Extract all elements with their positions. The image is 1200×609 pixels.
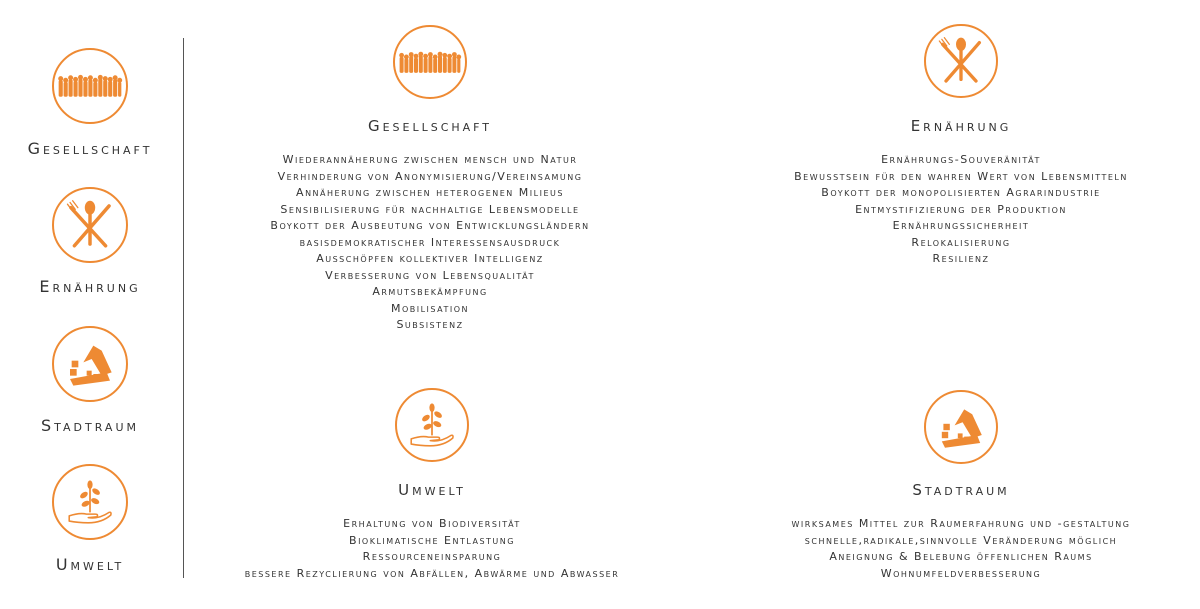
urban-space-icon	[65, 339, 115, 389]
sidebar-gesellschaft-icon-circle[interactable]	[52, 48, 128, 124]
umwelt-icon-circle	[395, 388, 469, 462]
list-item: Entmystifizierung der Produktion	[855, 202, 1067, 216]
list-item: Ernährungssicherheit	[892, 219, 1030, 232]
sidebar-label-ernaehrung: Ernährung	[39, 277, 141, 296]
sidebar-ernaehrung-icon-circle[interactable]	[52, 187, 128, 263]
list-item: Subsistenz	[396, 318, 464, 331]
list-item: Relokalisierung	[911, 235, 1011, 249]
list-item: Wiederannäherung zwischen mensch und Natur	[282, 153, 578, 166]
sidebar-label-stadtraum: Stadtraum	[41, 416, 139, 435]
sidebar-umwelt-icon-circle[interactable]	[52, 464, 128, 540]
list-item: schnelle,radikale,sinnvolle Veränderung möglich	[804, 533, 1118, 547]
vertical-divider	[183, 38, 184, 578]
umwelt-list	[196, 516, 668, 582]
list-item: Armutsbekämpfung	[372, 285, 488, 298]
list-item: Boykott der Ausbeutung von Entwicklungsländern	[270, 219, 590, 232]
stadtraum-list	[731, 516, 1191, 582]
plant-in-hand-icon	[406, 399, 458, 451]
list-item: bessere Rezyclierung von Abfällen, Abwärme und Abwasser	[244, 566, 620, 580]
gesellschaft-list	[200, 152, 660, 334]
list-item: Aneignung & Belebung öffenlichen Raums	[829, 550, 1093, 563]
list-item: basisdemokratischer Interessensausdruck	[299, 235, 561, 249]
list-item: Verhinderung von Anonymisierung/Vereinsamung	[277, 169, 583, 183]
list-item: Ernährungs-Souveränität	[881, 153, 1041, 166]
plant-in-hand-icon	[64, 476, 116, 528]
list-item: Erhaltung von Biodiversität	[343, 517, 521, 530]
sidebar-label-umwelt: Umwelt	[55, 555, 125, 574]
list-item: Ausschöpfen kollektiver Intelligenz	[316, 252, 544, 265]
sidebar-stadtraum-icon-circle[interactable]	[52, 326, 128, 402]
section-title-ernaehrung: Ernährung	[910, 117, 1012, 135]
stadtraum-icon-circle	[924, 390, 998, 464]
urban-space-icon	[937, 403, 985, 451]
list-item: Ressourceneinsparung	[362, 550, 502, 563]
crowd-icon	[398, 50, 462, 75]
crowd-icon	[57, 73, 123, 99]
cutlery-icon	[64, 199, 116, 251]
section-title-umwelt: Umwelt	[398, 481, 466, 499]
list-item: Boykott der monopolisierten Agrarindustrie	[821, 186, 1101, 199]
list-item: Resilienz	[932, 252, 990, 265]
gesellschaft-icon-circle	[393, 25, 467, 99]
list-item: Bewusstsein für den wahren Wert von Lebensmitteln	[794, 169, 1128, 183]
cutlery-icon	[936, 36, 986, 86]
list-item: Sensibilisierung für nachhaltige Lebensmodelle	[280, 202, 580, 216]
sidebar-label-gesellschaft: Gesellschaft	[27, 139, 153, 158]
section-title-stadtraum: Stadtraum	[912, 481, 1010, 499]
ernaehrung-icon-circle	[924, 24, 998, 98]
list-item: Annäherung zwischen heterogenen Milieus	[296, 186, 564, 199]
section-title-gesellschaft: Gesellschaft	[367, 117, 493, 135]
list-item: Wohnumfeldverbesserung	[880, 566, 1042, 580]
list-item: Bioklimatische Entlastung	[349, 533, 515, 547]
list-item: wirksames Mittel zur Raumerfahrung und -gestaltung	[791, 517, 1131, 530]
list-item: Verbesserung von Lebensqualität	[325, 268, 535, 282]
ernaehrung-list	[731, 152, 1191, 268]
list-item: Mobilisation	[390, 301, 470, 315]
